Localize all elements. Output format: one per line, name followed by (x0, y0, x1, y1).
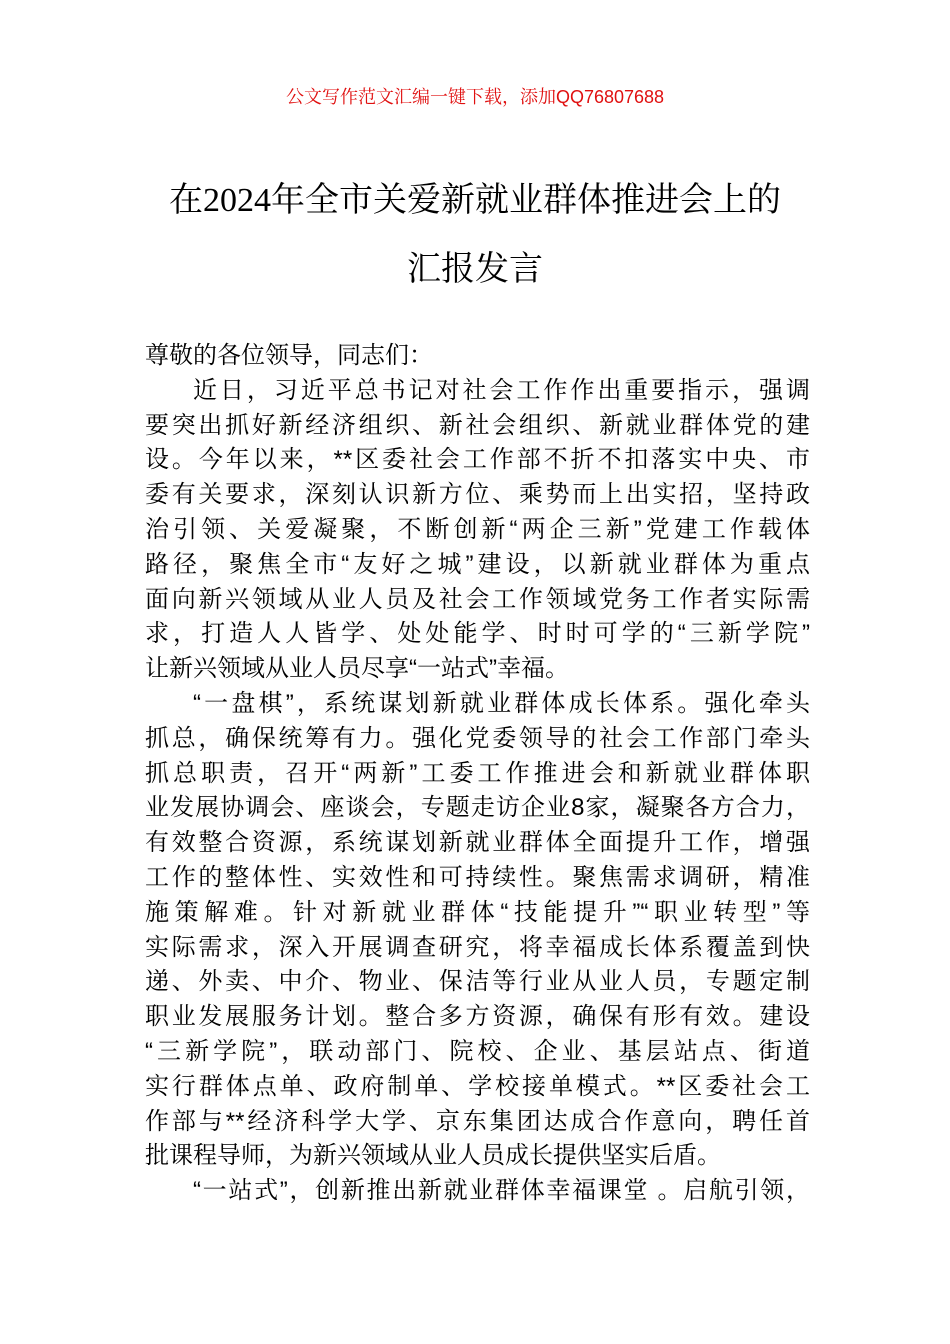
text-line: 施策解难。针对新就业群体“技能提升”“职业转型”等 (145, 898, 810, 926)
document-body (145, 339, 810, 1209)
text-line: 工作的整体性、实效性和可持续性。聚焦需求调研，精准 (145, 863, 810, 891)
text-line: 递、外卖、中介、物业、保洁等行业从业人员，专题定制 (145, 968, 810, 996)
text-line: 尊敬的各位领导，同志们： (145, 342, 433, 369)
text-line: 抓总职责，召开“两新”工委工作推进会和新就业群体职 (145, 759, 810, 787)
text-line: 路径，聚焦全市“友好之城”建设，以新就业群体为重点 (145, 550, 810, 578)
document-title-line-1: 在2024年全市关爱新就业群体推进会上的 (169, 182, 781, 219)
text-line: 职业发展服务计划。整合多方资源，确保有形有效。建设 (145, 1003, 810, 1031)
text-line: 有效整合资源，系统谋划新就业群体全面提升工作，增强 (145, 829, 810, 857)
text-line: “三新学院”，联动部门、院校、企业、基层站点、街道 (145, 1037, 810, 1065)
text-line: 让新兴领域从业人员尽享“一站式”幸福。 (145, 655, 569, 683)
text-line: 委有关要求，深刻认识新方位、乘势而上出实招，坚持政 (145, 481, 810, 509)
salutation (145, 339, 810, 374)
paragraph (145, 687, 810, 1174)
text-line: 实际需求，深入开展调查研究，将幸福成长体系覆盖到快 (145, 933, 810, 961)
document-title-line-2: 汇报发言 (407, 251, 543, 288)
text-line: 抓总，确保统筹有力。强化党委领导的社会工作部门牵头 (145, 724, 810, 752)
text-line: 批课程导师，为新兴领域从业人员成长提供坚实后盾。 (145, 1142, 721, 1170)
text-line: 求，打造人人皆学、处处能学、时时可学的“三新学院” (145, 620, 810, 648)
text-line: “一站式”，创新推出新就业群体幸福课堂 。启航引领， (193, 1177, 810, 1205)
text-line: 近日，习近平总书记对社会工作作出重要指示，强调 (193, 376, 810, 404)
text-line: 要突出抓好新经济组织、新社会组织、新就业群体党的建 (145, 411, 810, 439)
paragraph (145, 374, 810, 687)
text-line: 实行群体点单、政府制单、学校接单模式。**区委社会工 (145, 1072, 810, 1100)
paragraph (145, 1174, 810, 1209)
text-line: 治引领、关爱凝聚，不断创新“两企三新”党建工作载体 (145, 515, 810, 543)
text-line: 设。今年以来，**区委社会工作部不折不扣落实中央、市 (145, 446, 810, 474)
text-line: 业发展协调会、座谈会，专题走访企业8家，凝聚各方合力， (145, 794, 810, 822)
text-line: “一盘棋”，系统谋划新就业群体成长体系。强化牵头 (193, 689, 810, 717)
text-line: 作部与**经济科学大学、京东集团达成合作意向，聘任首 (145, 1107, 810, 1135)
download-banner: 公文写作范文汇编一键下载，添加QQ76807688 (285, 87, 665, 107)
text-line: 面向新兴领域从业人员及社会工作领域党务工作者实际需 (145, 585, 810, 613)
